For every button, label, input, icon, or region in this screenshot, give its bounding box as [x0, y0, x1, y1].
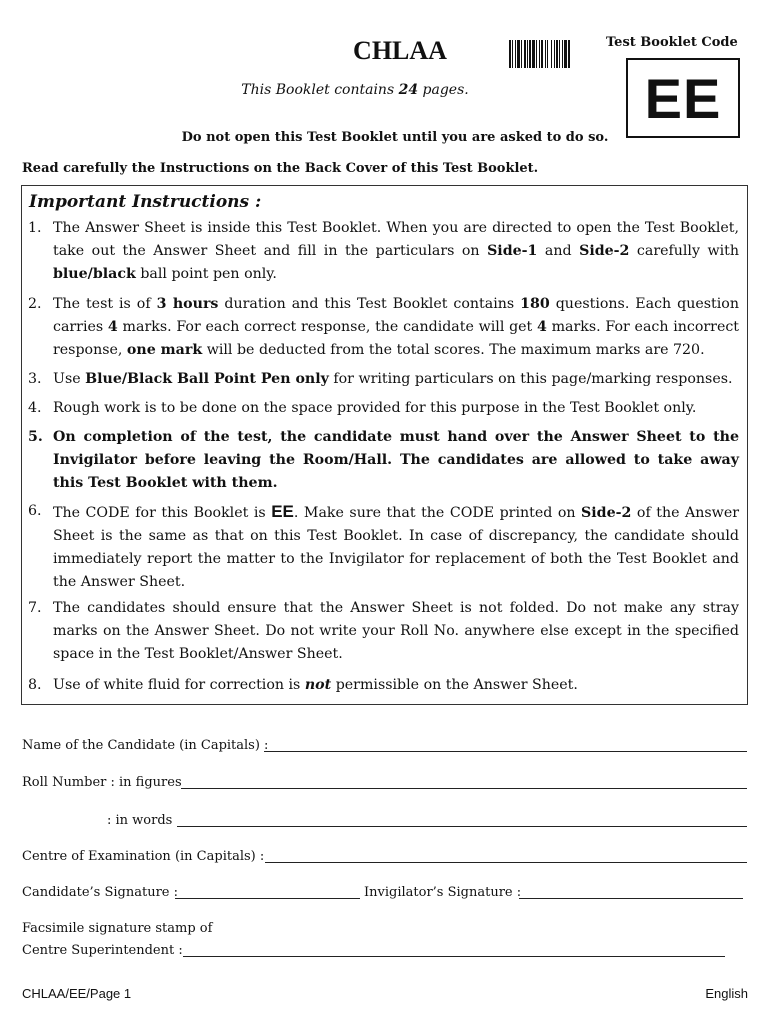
instruction-number: 4. — [28, 400, 42, 416]
candidate-signature-field[interactable] — [175, 898, 360, 899]
barcode-image — [509, 40, 576, 68]
instruction-number: 5. — [28, 429, 43, 445]
invigilator-signature-label: Invigilator’s Signature : — [364, 885, 522, 900]
barcode-bar — [515, 40, 516, 68]
barcode-bar — [547, 40, 548, 68]
instruction-text: Use Blue/Black Ball Point Pen only for writing particulars on this page/marking responses. — [53, 371, 733, 387]
instruction-item — [28, 293, 739, 362]
instruction-number: 3. — [28, 371, 42, 387]
instruction-item — [28, 597, 739, 666]
instruction-text: The test is of 3 hours duration and this Test Booklet contains 180 questions. Each question carries 4 marks. For each correct response, the candidate will get 4 marks. For each incorrect response, one mark will be deducted from the total scores. The maximum marks are 720. — [53, 296, 739, 358]
important-instructions-box — [21, 185, 748, 705]
barcode-bar — [539, 40, 540, 68]
candidate-signature-label: Candidate’s Signature : — [22, 885, 178, 900]
instruction-item — [28, 368, 739, 391]
instruction-number: 6. — [28, 503, 42, 519]
pages-suffix: pages. — [418, 82, 469, 98]
barcode-bar — [509, 40, 511, 68]
test-booklet-code-box — [626, 58, 740, 138]
instruction-item — [28, 426, 739, 495]
instruction-item — [28, 500, 739, 594]
instruction-item — [28, 397, 739, 420]
barcode-bar — [517, 40, 520, 68]
roll-number-words-field[interactable] — [177, 826, 747, 827]
candidate-name-label: Name of the Candidate (in Capitals) : — [22, 738, 269, 753]
barcode-bar — [559, 40, 560, 68]
examination-centre-field[interactable] — [265, 862, 747, 863]
instruction-text: The CODE for this Booklet is EE. Make sure that the CODE printed on Side-2 of the Answer Sheet is the same as that on this Test Booklet. In case of discrepancy, the candidate should immediately report the matter to the Invigilator for replacement of both the Test Booklet and the Answer Sheet. — [53, 502, 739, 590]
instruction-number: 8. — [28, 677, 42, 693]
roll-number-words-label: : in words — [107, 813, 173, 828]
language-label: English — [705, 986, 748, 1001]
test-booklet-code: EE — [644, 66, 722, 130]
instruction-text: The Answer Sheet is inside this Test Booklet. When you are directed to open the Test Booklet, take out the Answer Sheet and fill in the particulars on Side-1 and Side-2 carefully with blue/black ball point pen only. — [53, 220, 739, 282]
booklet-title: CHLAA — [353, 36, 447, 65]
instruction-text: The candidates should ensure that the Answer Sheet is not folded. Do not make any stray marks on the Answer Sheet. Do not write your Roll No. anywhere else except in the specified space in the Test Booklet/Answer Sheet. — [53, 600, 739, 662]
barcode-bar — [556, 40, 558, 68]
facsimile-stamp-label: Facsimile signature stamp of — [22, 921, 213, 936]
instruction-item — [28, 217, 739, 286]
read-carefully-notice: Read carefully the Instructions on the Back Cover of this Test Booklet. — [22, 161, 539, 176]
do-not-open-notice: Do not open this Test Booklet until you are asked to do so. — [181, 130, 609, 145]
barcode-bar — [524, 40, 526, 68]
barcode-bar — [521, 40, 522, 68]
pages-count-line — [0, 82, 710, 98]
instruction-number: 7. — [28, 600, 42, 616]
barcode-bar — [529, 40, 531, 68]
page-reference: CHLAA/EE/Page 1 — [22, 986, 132, 1001]
barcode-bar — [536, 40, 537, 68]
centre-superintendent-label: Centre Superintendent : — [22, 943, 183, 958]
barcode-bar — [532, 40, 535, 68]
instructions-title: Important Instructions : — [29, 192, 262, 212]
barcode-bar — [564, 40, 567, 68]
barcode-bar — [568, 40, 570, 68]
invigilator-signature-field[interactable] — [519, 898, 743, 899]
roll-number-figures-label: Roll Number : in figures — [22, 775, 182, 790]
instruction-number: 2. — [28, 296, 42, 312]
roll-number-figures-field[interactable] — [181, 788, 747, 789]
barcode-bar — [551, 40, 552, 68]
instruction-text: Use of white fluid for correction is not permissible on the Answer Sheet. — [53, 677, 578, 693]
barcode-bar — [541, 40, 543, 68]
barcode-bar — [545, 40, 546, 68]
barcode-bar — [554, 40, 555, 68]
instruction-text: On completion of the test, the candidate must hand over the Answer Sheet to the Invigilator before leaving the Room/Hall. The candidates are allowed to take away this Test Booklet with them. — [53, 429, 739, 491]
barcode-bar — [512, 40, 513, 68]
test-booklet-code-label: Test Booklet Code — [606, 35, 738, 50]
candidate-name-field[interactable] — [264, 751, 747, 752]
barcode-bar — [527, 40, 528, 68]
instruction-item — [28, 674, 739, 697]
pages-count: 24 — [398, 82, 419, 98]
instruction-number: 1. — [28, 220, 42, 236]
barcode-bar — [562, 40, 563, 68]
pages-prefix: This Booklet contains — [241, 82, 399, 98]
examination-centre-label: Centre of Examination (in Capitals) : — [22, 849, 265, 864]
centre-superintendent-field[interactable] — [183, 956, 725, 957]
instruction-text: Rough work is to be done on the space provided for this purpose in the Test Booklet only. — [53, 400, 697, 416]
